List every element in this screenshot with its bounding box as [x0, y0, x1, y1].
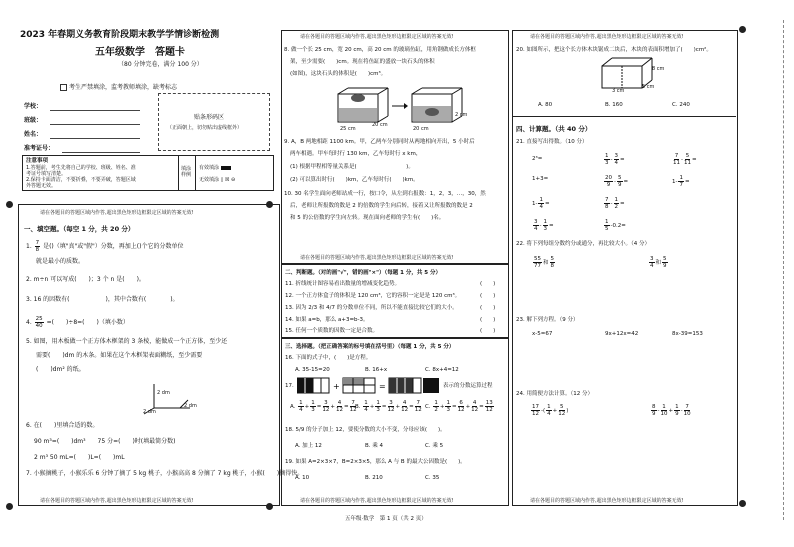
answer-area-warning: 请在各题目的答题区域内作答,超出黑色矩形边框限定区域的答案无效! — [530, 498, 684, 504]
question-17: 17. — [285, 383, 294, 389]
figure-label: 3 cm — [612, 88, 625, 94]
judgment-answer-14[interactable]: ( ) — [480, 317, 496, 323]
question-7: 7. 小猴摘桃子，小猴乐乐 6 分钟了摘了 5 kg 桃子，小猴高高 8 分摘了 7 kg 桃子，小猴( )摘得快。 — [26, 470, 304, 477]
option-19a[interactable]: A. 10 — [295, 475, 310, 481]
fill-label: 填涂样例 — [181, 166, 192, 178]
question-9: 9. A，B 两地相距 1100 km。甲，乙两车分别同时从两地相向开出，5 小时后 — [284, 139, 475, 145]
binding-edge — [783, 20, 784, 520]
question-9-2: (2) 可以算出时行( )km，乙车每时行( )km。 — [290, 177, 419, 183]
corner-marker — [266, 201, 273, 208]
judgment-15: 15. 任何一个质数的因数一定是合数。 — [285, 328, 378, 334]
section-judgment: 二、判断题。（对的画"√"，错的画"×"）（每题 1 分，共 5 分） — [285, 270, 442, 276]
simplify-1: $\frac{17}{12}$ -( $\frac{1}{4}$ + $\frac{5}{12}$ ) — [532, 404, 569, 417]
option-17b[interactable]: B. $\frac{1}{4}$ + $\frac{1}{3}$ = $\frac{3}{12}$ + $\frac{4}{12}$ = $\frac{7}{12}$ — [355, 400, 422, 413]
section-fill-blank: 一、填空题。（每空 1 分，共 20 分） — [24, 225, 135, 233]
judgment-answer-11[interactable]: ( ) — [480, 281, 496, 287]
option-20b[interactable]: B. 160 — [605, 102, 623, 108]
corner-marker — [739, 26, 746, 33]
question-1-cont: 就是最小的质数。 — [36, 258, 85, 265]
question-3: 3. 16 的因数有( )，其中合数有( )。 — [26, 296, 179, 303]
page-footer: 五年级·数学 第 1 页（共 2 页） — [345, 516, 427, 522]
question-1: 1. $\frac{7}{8}$ 是()（填"真"或"假"）分数，再加上()个它的分数单位 — [26, 240, 184, 253]
note-line: 考证号填写清楚。 — [26, 171, 67, 177]
question-6: 6. 在( )里填合适的数。 — [26, 422, 99, 429]
school-label: 学校： — [24, 103, 43, 110]
figure-label: 2 dm — [184, 403, 197, 409]
name-label: 姓名： — [24, 131, 43, 138]
option-20c[interactable]: C. 240 — [672, 102, 690, 108]
note-line: 外答题无效。 — [26, 183, 57, 189]
question-4: 4. $\frac{25}{40}$ =( )÷8=( )（填小数） — [26, 316, 129, 329]
option-17a[interactable]: A. $\frac{1}{4}$ + $\frac{1}{3}$ = $\frac{3}{12}$ + $\frac{4}{12}$ = $\frac{7}{12}$ — [290, 400, 357, 413]
exam-no-label: 准考证号： — [24, 145, 55, 152]
question-18: 18. 5/9 的分子加上 12，要使分数的大小不变，分母应该( )。 — [285, 427, 446, 433]
judgment-answer-15[interactable]: ( ) — [480, 328, 496, 334]
school-field[interactable] — [50, 110, 140, 111]
question-9-1: (1) 根据甲程相等量关系是( )。 — [290, 164, 414, 170]
scan-note: 考生严禁填涂，监考教师填涂，缺考标志 — [60, 84, 177, 92]
note-line: 2.保持卡面清洁，不要折叠，不要弄破，答题区域 — [26, 177, 136, 183]
calc-item: $\frac{3}{4}$ - $\frac{1}{3}$ = — [534, 219, 554, 232]
figure-label: 2 cm — [455, 112, 468, 118]
option-16a[interactable]: A. 35-15=20 — [295, 367, 330, 373]
note-line: 1.答题前，考生先将自己的学校、班级、姓名、准 — [26, 165, 136, 171]
question-22: 22. 将下列每组分数约分或通分，再比较大小。（4 分） — [516, 241, 650, 247]
question-17-text: 表示的分数运算过程 — [443, 383, 493, 389]
col2-answer-box-c — [281, 338, 509, 506]
barcode-area — [158, 93, 270, 151]
calc-item: 1+3= — [532, 176, 549, 182]
compare-pair-1: $\frac{55}{77}$ 和 $\frac{5}{8}$ — [534, 256, 555, 269]
svg-text:=: = — [379, 382, 386, 391]
section-divider — [512, 116, 736, 117]
judgment-12: 12. 一个正方体盒子的体积是 120 cm³，它的容积一定是是 120 cm³。 — [285, 293, 461, 299]
option-18b[interactable]: B. 乘 4 — [365, 443, 384, 449]
corner-marker — [739, 500, 746, 507]
figure-label: 2 dm — [157, 390, 170, 396]
answer-area-warning: 请在各题目的答题区域内作答,超出黑色矩形边框限定区域的答案无效! — [530, 34, 684, 40]
option-19c[interactable]: C. 35 — [425, 475, 440, 481]
calc-item: $\frac{20}{9}$ - $\frac{5}{9}$ = — [605, 175, 629, 188]
class-label: 班级： — [24, 117, 43, 124]
barcode-note: （正面朝上，切勿贴出虚线框外） — [167, 125, 243, 131]
answer-area-warning: 请在各题目的答题区域内作答,超出黑色矩形边框限定区域的答案无效! — [300, 498, 454, 504]
option-20a[interactable]: A. 80 — [538, 102, 553, 108]
figure-label: 20 cm — [372, 122, 388, 128]
question-6b: 2 m³ 50 mL=( )L=( )mL — [34, 454, 125, 461]
judgment-14: 14. 如果 a=b，那么 a+3=b-3。 — [285, 317, 369, 323]
calc-item: $\frac{1}{3}$ - $\frac{3}{4}$ = — [605, 153, 625, 166]
question-23: 23. 解下列方程。（9 分） — [516, 317, 579, 323]
calc-item: 1- $\frac{1}{4}$ = — [532, 197, 550, 210]
notes-box — [22, 155, 274, 191]
equation-2: 9x+12x=42 — [605, 331, 639, 337]
class-field[interactable] — [50, 124, 140, 125]
calc-item: 1- $\frac{1}{7}$ = — [672, 175, 690, 188]
calc-item: $\frac{1}{5}$ -0.2= — [605, 219, 626, 232]
judgment-answer-13[interactable]: ( ) — [480, 305, 496, 311]
question-20: 20. 如图所示，把这个长方体木块锯成二块后，木块的表面积增加了( )cm²。 — [516, 47, 712, 53]
time-note: （80 分钟完卷，满分 100 分） — [118, 61, 203, 68]
wrong-fill: 无效填涂 ▯ ☒ ⊖ — [199, 177, 236, 183]
figure-label: 5 cm — [642, 84, 655, 90]
question-2: 2. m÷n 可以写成( )；3 个 n 是( )。 — [26, 276, 145, 283]
question-21: 21. 直接写出得数。（10 分） — [516, 139, 588, 145]
barcode-title: 贴条形码区 — [194, 114, 225, 121]
question-9-cont: 两车相遇。甲车每时行 130 km，乙车每时行 x km， — [290, 151, 422, 157]
calc-item: $\frac{7}{8}$ - $\frac{1}{2}$ = — [605, 197, 625, 210]
name-field[interactable] — [50, 138, 140, 139]
option-18a[interactable]: A. 加上 12 — [295, 443, 322, 449]
title: 2023 年春期义务教育阶段期末教学学情诊断检测 — [20, 30, 220, 40]
question-5-cont: ( )dm² 的纸。 — [36, 366, 85, 373]
svg-text:+: + — [333, 382, 340, 391]
option-16c[interactable]: C. 8x+4=12 — [425, 367, 459, 373]
corner-marker — [6, 201, 13, 208]
section-choice: 三、选择题。（把正确答案的标号填在括号里）（每题 1 分，共 5 分） — [285, 344, 455, 350]
corner-marker — [266, 503, 273, 510]
answer-area-warning: 请在各题目的答题区域内作答,超出黑色矩形边框限定区域的答案无效! — [40, 498, 194, 504]
notes-title: 注意事项 — [26, 158, 49, 164]
fraction-grid-figure — [297, 377, 441, 395]
question-6a: 90 m³=( )dm³ 75 分=( )时(填最简分数) — [34, 438, 176, 445]
equation-3: 8x-39=153 — [672, 331, 703, 337]
question-5: 5. 如图，用木板做一个正方体木框架的 3 条棱，能做成一个正方体，至少还 — [26, 338, 228, 345]
figure-label: 25 cm — [340, 126, 356, 132]
calc-item: $\frac{7}{11}$ - $\frac{5}{11}$ = — [673, 153, 697, 166]
option-17c[interactable]: C. $\frac{1}{2}$ + $\frac{1}{3}$ = $\frac{6}{12}$ + $\frac{4}{12}$ = $\frac{13}{12}$ — [425, 400, 493, 413]
figure-label: 8 cm — [652, 66, 665, 72]
simplify-2: $\frac{8}{9}$ - $\frac{1}{10}$ + $\frac{1}{9}$ - $\frac{7}{10}$ — [652, 404, 691, 417]
section-calculation: 四、计算题。（共 40 分） — [516, 125, 592, 133]
equation-1: x-5=67 — [532, 331, 553, 337]
option-16b[interactable]: B. 16+x — [365, 367, 388, 373]
subtitle: 五年级数学 答题卡 — [95, 47, 185, 58]
figure-label: 2 dm — [143, 409, 156, 415]
corner-marker — [6, 503, 13, 510]
question-10-cont: 和 5 的公倍数的学生向左转。现在面向老师的学生有( )名。 — [290, 215, 445, 221]
question-24: 24. 用简便方法计算。（12 分） — [516, 391, 593, 397]
judgment-11: 11. 折线统计图容易看出数量的增减变化趋势。 — [285, 281, 400, 287]
judgment-13: 13. 因为 2/3 和 4/7 的分数单位不同，所以不能直接比较它们的大小。 — [285, 305, 458, 311]
compare-pair-2: $\frac{3}{4}$ 和 $\frac{5}{9}$ — [650, 256, 667, 269]
answer-area-warning: 请在各题目的答题区域内作答,超出黑色矩形边框限定区域的答案无效! — [40, 210, 194, 216]
answer-area-warning: 请在各题目的答题区域内作答,超出黑色矩形边框限定区域的答案无效! — [300, 255, 454, 261]
question-8: 8. 做一个长 25 cm，宽 20 cm，高 20 cm 的玻璃鱼缸，用角钢做成长方体框 — [284, 47, 476, 53]
question-8-cont: 架，至少需要( )cm。现在将鱼缸的盛放一块石头的体积 — [290, 59, 435, 65]
exam-no-field[interactable] — [62, 152, 140, 153]
question-10: 10. 30 名学生面向老师站成一行，按口令，从左到右报数：1，2，3，…，30，然 — [284, 191, 486, 197]
question-16: 16. 下面的式子中，( )是方程。 — [285, 355, 372, 361]
fish-tank-figure — [330, 84, 470, 130]
question-8-cont: (如图)，这块石头的体积是( )cm³。 — [290, 71, 387, 77]
question-5-cont: 需要( )dm 的木条。如果在这个木框架表面糊纸，至少需要 — [36, 352, 203, 359]
option-19b[interactable]: B. 210 — [365, 475, 383, 481]
calc-item: 2³= — [532, 156, 543, 162]
answer-area-warning: 请在各题目的答题区域内作答,超出黑色矩形边框限定区域的答案无效! — [300, 34, 454, 40]
question-10-cont: 后，老师让所报数的数是 2 的倍数的学生向后转，接着又让所报数的数是 2 — [290, 203, 473, 209]
option-18c[interactable]: C. 乘 5 — [425, 443, 444, 449]
figure-label: 20 cm — [413, 126, 429, 132]
correct-fill: 有效填涂 — [199, 164, 231, 172]
judgment-answer-12[interactable]: ( ) — [480, 293, 496, 299]
question-19: 19. 如果 A=2×3×7，B=2×3×5，那么 A 与 B 的最大公因数是( )。 — [285, 459, 466, 465]
